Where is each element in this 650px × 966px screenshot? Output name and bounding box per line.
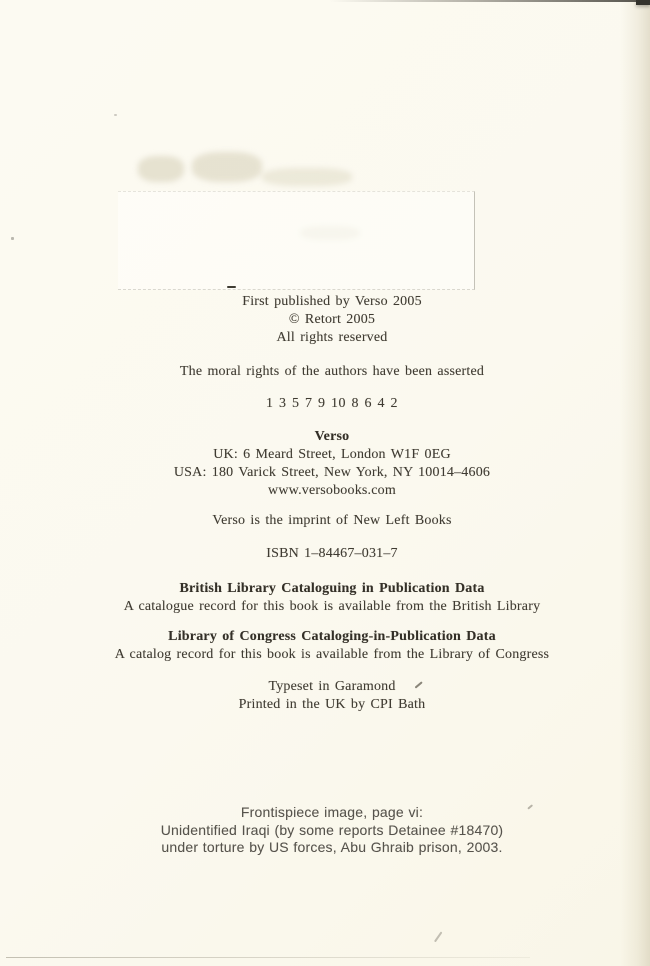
- page-top-edge-line: [330, 0, 650, 2]
- frontispiece-caption-detail: under torture by US forces, Abu Ghraib prison, 2003.: [161, 839, 503, 855]
- production-group: [14, 678, 650, 714]
- page-top-right-corner: [636, 0, 650, 5]
- ink-speck: [114, 114, 117, 116]
- british-library-group: [14, 580, 650, 616]
- ink-speck: [11, 237, 14, 240]
- rights-reserved-line: All rights reserved: [276, 330, 388, 345]
- moral-rights-line: The moral rights of the authors have been asserted: [179, 364, 485, 379]
- frontispiece-note: [14, 804, 650, 857]
- typeset-line: Typeset in Garamond: [268, 679, 396, 694]
- publisher-usa-address: USA: 180 Varick Street, New York, NY 10014–4606: [173, 465, 491, 480]
- imprint-note-group: [14, 512, 650, 530]
- publisher-website: www.versobooks.com: [268, 483, 396, 498]
- library-of-congress-group: [14, 628, 650, 664]
- ink-speck: [227, 286, 236, 288]
- frontispiece-caption-subject: Unidentified Iraqi (by some reports Detainee #18470): [160, 821, 504, 838]
- printed-line: Printed in the UK by CPI Bath: [238, 697, 426, 712]
- page-edge-shadow: [620, 0, 650, 966]
- page-bottom-edge-line: [6, 957, 530, 958]
- imprint-text-block: [14, 293, 650, 728]
- showthrough-artifact: [262, 168, 352, 186]
- showthrough-artifact: [138, 156, 184, 182]
- library-of-congress-heading: Library of Congress Cataloging-in-Publication Data: [168, 629, 496, 644]
- publisher-name: Verso: [314, 429, 350, 444]
- publisher-address-group: [14, 428, 650, 500]
- showthrough-image-rectangle: [118, 191, 475, 290]
- moral-rights-group: [14, 363, 650, 381]
- library-of-congress-note: A catalog record for this book is available from the Library of Congress: [114, 647, 550, 662]
- printing-numbers-line: 1 3 5 7 9 10 8 6 4 2: [266, 396, 398, 411]
- british-library-note: A catalogue record for this book is available from the British Library: [123, 599, 541, 614]
- first-published-line: First published by Verso 2005: [242, 294, 422, 309]
- copyright-line: © Retort 2005: [288, 312, 376, 327]
- scan-mark: [434, 931, 442, 942]
- imprint-note-line: Verso is the imprint of New Left Books: [212, 513, 452, 528]
- publisher-uk-address: UK: 6 Meard Street, London W1F 0EG: [213, 447, 451, 462]
- printing-numbers-group: [14, 395, 650, 413]
- publication-group: [14, 293, 650, 347]
- frontispiece-caption-title: Frontispiece image, page vi:: [240, 804, 424, 820]
- isbn-group: [14, 545, 650, 563]
- british-library-heading: British Library Cataloguing in Publication Data: [179, 581, 485, 596]
- showthrough-artifact: [192, 152, 262, 182]
- isbn-line: ISBN 1–84467–031–7: [266, 546, 398, 561]
